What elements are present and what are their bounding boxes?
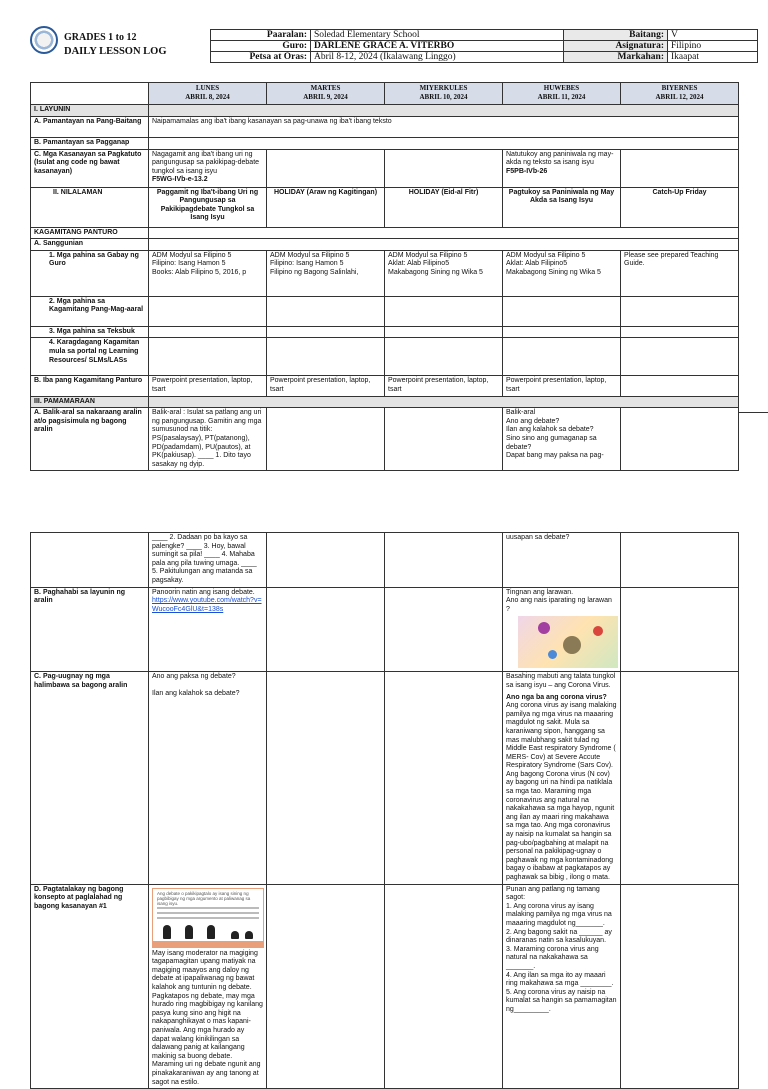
cell: ADM Modyul sa Filipino 5 Filipino: Isang Hamon 5 Books: Alab Filipino 5, 2016, p	[149, 250, 267, 296]
row-label: 1. Mga pahina sa Gabay ng Guro	[31, 250, 149, 296]
row-value: Naipamamalas ang iba't ibang kasanayan sa pag-unawa ng iba't ibang teksto	[149, 117, 739, 138]
row-label: 2. Mga pahina sa Kagamitang Pang-Mag-aaral	[31, 296, 149, 326]
subject-value: Filipino	[668, 41, 758, 52]
cell: Powerpoint presentation, laptop, tsart	[267, 376, 385, 396]
school-label: Paaralan:	[211, 30, 311, 41]
day-header	[385, 83, 503, 105]
title-line1: GRADES 1 to 12	[64, 32, 137, 43]
cell: HOLIDAY (Eid-al Fitr)	[385, 187, 503, 227]
teacher-label: Guro:	[211, 41, 311, 52]
cell: Balik-aral : Isulat sa patlang ang uri ng pangungusap. Gamitin ang mga sumusunod na titik: PS(pasalaysay), PT(patanong), PD(padamdam), PU(pautos), at PK(pakiusap). ____ 1. Dito tayo sasakay ng dyip.	[149, 408, 267, 471]
row-label: KAGAMITANG PANTURO	[31, 227, 149, 239]
youtube-link[interactable]: https://www.youtube.com/watch?v=WucooFc4GlU&t=138s	[152, 597, 262, 613]
row-label: C. Mga Kasanayan sa Pagkatuto (Isulat ang code ng bawat kasanayan)	[31, 149, 149, 187]
grade-label: Baitang:	[564, 30, 668, 41]
day-name: MARTES	[310, 84, 341, 92]
cell: Panoorin natin ang isang debate. https://www.youtube.com/watch?v=WucooFc4GlU&t=138s	[149, 587, 267, 672]
cell: ADM Modyul sa Filipino 5 Aklat: Alab Filipino5 Makabagong Sining ng Wika 5	[503, 250, 621, 296]
info-table	[210, 29, 758, 63]
day-date: ABRIL 8, 2024	[185, 92, 230, 101]
section-pamamaraan: III. PAMAMARAAN	[31, 396, 149, 408]
day-date: ABRIL 12, 2024	[655, 92, 704, 101]
date-label: Petsa at Oras:	[211, 52, 311, 63]
day-date: ABRIL 11, 2024	[537, 92, 586, 101]
teacher-value: DARLENE GRACE A. VITERBO	[311, 41, 564, 52]
day-name: LUNES	[195, 84, 220, 92]
row-label: 4. Karagdagang Kagamitan mula sa portal ng Learning Resources/ SLMs/LASs	[31, 338, 149, 376]
cell: HOLIDAY (Araw ng Kagitingan)	[267, 187, 385, 227]
row-label: 3. Mga pahina sa Teksbuk	[31, 326, 149, 338]
cell: Tingnan ang larawan. Ano ang nais iparating ng larawan ?	[503, 587, 621, 672]
deped-seal-icon	[30, 26, 58, 54]
day-name: BIYERNES	[661, 84, 698, 92]
cell: Catch-Up Friday	[621, 187, 739, 227]
cell: Nagagamit ang iba't ibang uri ng pangungusap sa pakikipag-debate tungkol sa isang isyu F5WG-IVb-e-13.2	[149, 149, 267, 187]
row-label: A. Balik-aral sa nakaraang aralin at/o pagsisimula ng bagong aralin	[31, 408, 149, 471]
day-header	[503, 83, 621, 105]
virus-image	[518, 616, 618, 668]
day-header	[621, 83, 739, 105]
day-date: ABRIL 9, 2024	[303, 92, 348, 101]
row-label: C. Pag-uugnay ng mga halimbawa sa bagong aralin	[31, 672, 149, 884]
day-name: HUWEBES	[543, 84, 580, 92]
title-line2: DAILY LESSON LOG	[64, 46, 167, 57]
section-layunin: I. LAYUNIN	[31, 105, 149, 117]
row-label: II. NILALAMAN	[31, 187, 149, 227]
cell: Basahing mabuti ang talata tungkol sa isang isyu – ang Corona Virus. Ano nga ba ang corona virus? Ang corona virus ay isang malaking pamilya ng mga virus na maaaring magdulot ng sakit. Mula sa karaniwang sipon, hanggang sa mas malubhang sakit tulad ng Middle East respiratory Syndrome ( MERS- Cov) at Severe Accute Respiratory Syndrome (Sars Cov). Ang bagong Corona virus (N cov) ay bagong uri na hindi pa natiklala sa mga tao. Maraming mga coronavirus ang natural na nakakahawa sa mga hayop, ngunit ang ilan ay maari ring makahawa sa mga tao. Ang mga coronavirus ay naisip na kumalat sa hangin sa pag-ubo/pagbahing at malapit na personal na pakikipag-ugnay o paghawak ng mga kontaminadong bagay o ibabaw at pagkatapos ay paghawak sa bibig , ilong o mata.	[503, 672, 621, 884]
cell: ADM Modyul sa Filipino 5 Filipino: Isang Hamon 5 Filipino ng Bagong Salinlahi,	[267, 250, 385, 296]
grade-value: V	[668, 30, 758, 41]
cell: Paggamit ng Iba't-ibang Uri ng Pangungusap sa Pakikipagdebate Tungkol sa Isang Isyu	[149, 187, 267, 227]
row-label: A. Sanggunian	[31, 239, 149, 251]
quarter-value: Ikaapat	[668, 52, 758, 63]
school-value: Soledad Elementary School	[311, 30, 564, 41]
row-label: B. Iba pang Kagamitang Panturo	[31, 376, 149, 396]
divider	[738, 412, 768, 413]
cell: Powerpoint presentation, laptop, tsart	[149, 376, 267, 396]
cell: Balik-aral Ano ang debate? Ilan ang kalahok sa debate? Sino sino ang gumaganap sa debate? Dapat bang may paksa na pag-	[503, 408, 621, 471]
lesson-table-page1	[30, 82, 739, 471]
cell: ____ 2. Dadaan po ba kayo sa palengke? ____ 3. Hoy, bawal sumingit sa pila! ____ 4. Mahaba pala ang pila tuwing umaga. ____ 5. Pakitulungan ang matanda sa pagsakay.	[149, 533, 267, 588]
cell: Powerpoint presentation, laptop, tsart	[503, 376, 621, 396]
cell: Please see prepared Teaching Guide.	[621, 250, 739, 296]
lesson-table-page2	[30, 532, 739, 1089]
day-date: ABRIL 10, 2024	[419, 92, 468, 101]
cell: Pagtukoy sa Paniniwala ng May Akda sa Isang Isyu	[503, 187, 621, 227]
row-label: D. Pagtatalakay ng bagong konsepto at paglalahad ng bagong kasanayan #1	[31, 884, 149, 1089]
quarter-label: Markahan:	[564, 52, 668, 63]
row-label: B. Paghahabi sa layunin ng aralin	[31, 587, 149, 672]
subject-label: Asignatura:	[564, 41, 668, 52]
row-label: B. Pamantayan sa Pagganap	[31, 138, 149, 150]
cell: ADM Modyul sa Filipino 5 Aklat: Alab Filipino5 Makabagong Sining ng Wika 5	[385, 250, 503, 296]
cell: Natutukoy ang paniniwala ng may-akda ng teksto sa isang isyu F5PB-IVb-26	[503, 149, 621, 187]
cell: Punan ang patlang ng tamang sagot: 1. Ang corona virus ay isang malaking pamilya ng mga virus na maaaring magdulot ng_______. 2. Ang bagong sakit na ______ ay dinaranas natin sa kasalukuyan. 3. Maraming corona virus ang natural na nakakahawa sa _______. 4. Ang ilan sa mga ito ay maaari ring makahawa sa mga ________. 5. Ang corona virus ay naisip na kumalat sa hangin sa pamamagitan ng_________.	[503, 884, 621, 1089]
debate-infographic: Ang debate o pakikipagtalo ay isang sining ng pagbibigay ng mga argumento at paliwanag sa isang isyu.	[152, 888, 264, 948]
day-header	[267, 83, 385, 105]
cell: Ang debate o pakikipagtalo ay isang sining ng pagbibigay ng mga argumento at paliwanag sa isang isyu. May isang moderator na magiging tagapamagitan upang matiyak na magiging maayos ang daloy ng debate at ipapaliwanag ng bawat kalahok ang tuntunin ng debate. Pagkatapos ng debate, may mga hurado ring magbibigay ng kanilang pasya kung sino ang higit na nakapanghikayat o mas kapani-paniwala. Ang mga hurado ay dapat walang kinikilingan sa dalawang panig at kailangang makinig sa buong debate. Maraming uri ng debate ngunit ang pinakakaraniwan ay ang tanong at sagot na estilo.	[149, 884, 267, 1089]
day-header	[149, 83, 267, 105]
day-name: MIYERKULES	[419, 84, 468, 92]
cell: uusapan sa debate?	[503, 533, 621, 588]
row-label: A. Pamantayan na Pang-Baitang	[31, 117, 149, 138]
cell: Powerpoint presentation, laptop, tsart	[385, 376, 503, 396]
date-value: Abril 8-12, 2024 (Ikalawang Linggo)	[311, 52, 564, 63]
corner-cell	[31, 83, 149, 105]
cell: Ano ang paksa ng debate? Ilan ang kalahok sa debate?	[149, 672, 267, 884]
